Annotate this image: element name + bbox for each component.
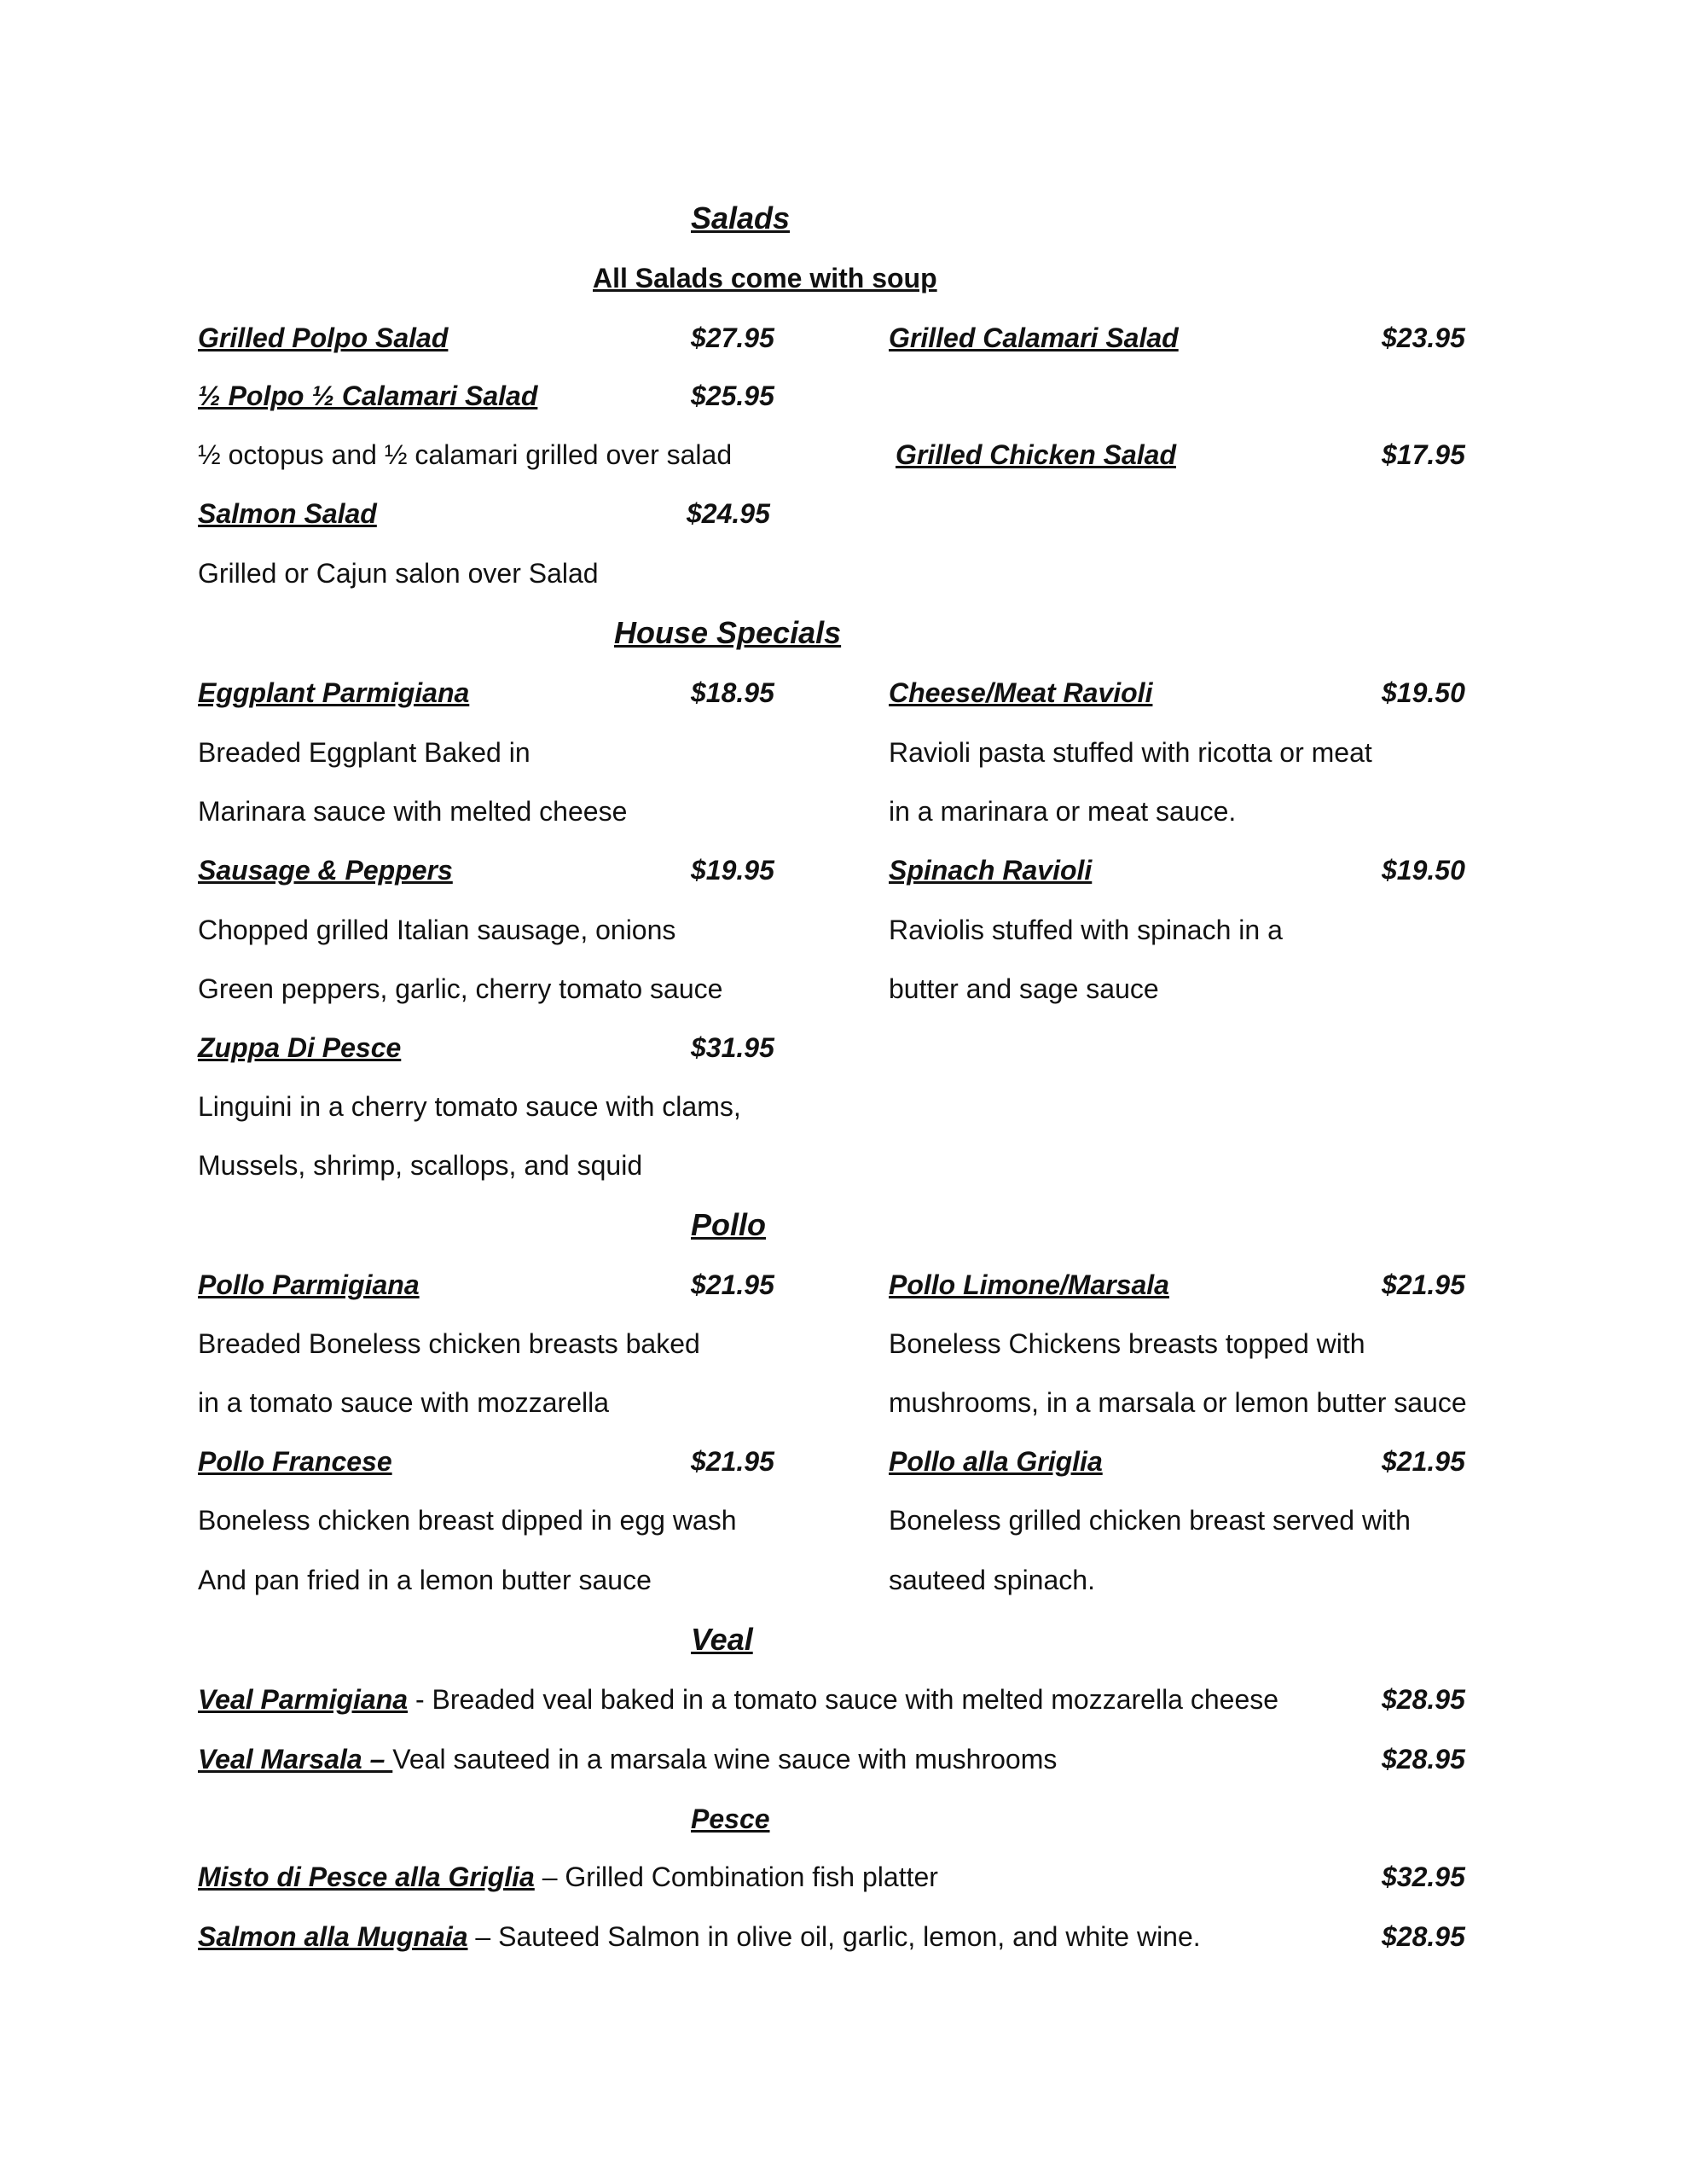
item-name: Salmon Salad [198,498,377,529]
item-name: Veal Parmigiana [198,1684,409,1715]
item-price: $18.95 [691,677,774,708]
item-description: butter and sage sauce [889,973,1159,1004]
item-description: mushrooms, in a marsala or lemon butter sauce [889,1387,1467,1418]
item-description: Breaded Boneless chicken breasts baked [198,1328,700,1359]
item-description: Grilled or Cajun salon over Salad [198,558,599,589]
menu-line [198,1742,1057,1776]
item-description: sauteed spinach. [889,1565,1095,1595]
item-price: $28.95 [1382,1744,1465,1774]
item-description: Boneless grilled chicken breast served with [889,1505,1411,1536]
item-price: $19.50 [1382,677,1465,708]
salads-heading: Salads [691,200,791,235]
item-name: Spinach Ravioli [889,855,1093,886]
menu-line [198,1920,1201,1954]
item-description: - Breaded veal baked in a tomato sauce with melted mozzarella cheese [408,1684,1279,1715]
item-description: in a marinara or meat sauce. [889,796,1237,827]
item-price: $27.95 [691,322,774,353]
menu-line [198,1860,938,1894]
item-description: Green peppers, garlic, cherry tomato sauce [198,973,723,1004]
item-price: $21.95 [691,1446,774,1477]
item-description: – Sauteed Salmon in olive oil, garlic, lemon, and white wine. [467,1921,1201,1952]
item-name: Grilled Chicken Salad [896,439,1176,470]
item-name: Pollo Francese [198,1446,392,1477]
item-description: Ravioli pasta stuffed with ricotta or meat [889,737,1372,768]
item-description: – Grilled Combination fish platter [534,1862,938,1892]
item-description: Veal sauteed in a marsala wine sauce with mushrooms [392,1744,1058,1774]
salads-note: All Salads come with soup [593,263,937,293]
item-name: Eggplant Parmigiana [198,677,470,708]
item-price: $23.95 [1382,322,1465,353]
item-description: Marinara sauce with melted cheese [198,796,628,827]
item-description: Raviolis stuffed with spinach in a [889,915,1283,945]
item-name: Zuppa Di Pesce [198,1032,402,1063]
item-description: Mussels, shrimp, scallops, and squid [198,1150,643,1181]
item-description: Chopped grilled Italian sausage, onions [198,915,676,945]
item-name: Veal Marsala – [198,1744,393,1774]
item-description: Boneless chicken breast dipped in egg wash [198,1505,737,1536]
item-price: $32.95 [1382,1862,1465,1892]
item-price: $28.95 [1382,1684,1465,1715]
item-name: Misto di Pesce alla Griglia [198,1862,535,1892]
item-name: Pollo Parmigiana [198,1269,420,1300]
item-name: Grilled Calamari Salad [889,322,1179,353]
item-price: $21.95 [691,1269,774,1300]
item-price: $31.95 [691,1032,774,1063]
item-price: $19.50 [1382,855,1465,886]
item-name: Salmon alla Mugnaia [198,1921,468,1952]
item-name: Cheese/Meat Ravioli [889,677,1153,708]
item-description: in a tomato sauce with mozzarella [198,1387,609,1418]
item-price: $21.95 [1382,1446,1465,1477]
item-description: Linguini in a cherry tomato sauce with clams, [198,1091,741,1122]
pesce-heading: Pesce [691,1804,770,1834]
item-name: Pollo Limone/Marsala [889,1269,1169,1300]
item-description: Boneless Chickens breasts topped with [889,1328,1365,1359]
item-name: Pollo alla Griglia [889,1446,1103,1477]
item-price: $17.95 [1382,439,1465,470]
menu-line [198,1682,1278,1716]
item-description: ½ octopus and ½ calamari grilled over salad [198,439,733,470]
item-description: Breaded Eggplant Baked in [198,737,530,768]
item-price: $28.95 [1382,1921,1465,1952]
item-price: $25.95 [691,380,774,411]
veal-heading: Veal [691,1622,753,1657]
pollo-heading: Pollo [691,1207,766,1242]
item-name: Sausage & Peppers [198,855,453,886]
house-specials-heading: House Specials [614,615,842,650]
item-name: ½ Polpo ½ Calamari Salad [198,380,538,411]
item-price: $21.95 [1382,1269,1465,1300]
item-name: Grilled Polpo Salad [198,322,449,353]
item-description: And pan fried in a lemon butter sauce [198,1565,652,1595]
item-price: $19.95 [691,855,774,886]
item-price: $24.95 [687,498,770,529]
